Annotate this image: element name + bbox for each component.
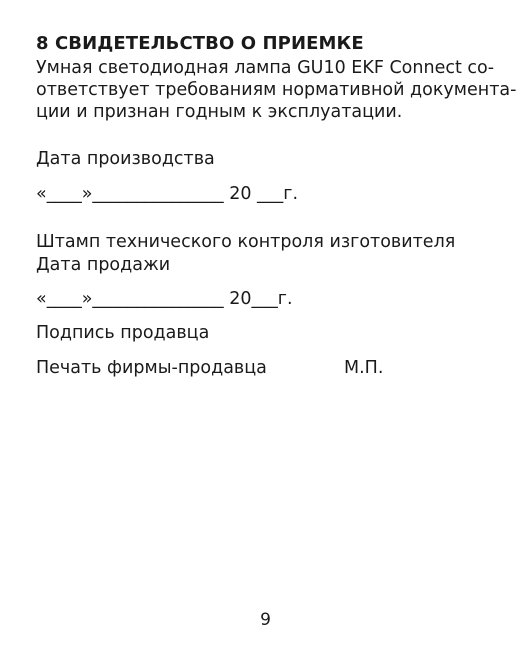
page-number: 9 (260, 610, 271, 630)
seller-seal-label: Печать фирмы-продавца (36, 358, 267, 378)
production-date-field: «____»_______________ 20 ___г. (36, 184, 299, 204)
sale-date-label: Дата продажи (36, 255, 171, 275)
sale-date-field: «____»_______________ 20___г. (36, 289, 293, 309)
paragraph-line-3: ции и признан годным к эксплуатации. (36, 102, 403, 122)
production-date-label: Дата производства (36, 149, 215, 169)
seal-place-label: М.П. (344, 358, 384, 378)
paragraph-line-2: ответствует требованиям нормативной документа- (36, 80, 517, 100)
stamp-label: Штамп технического контроля изготовителя (36, 232, 456, 252)
section-title: 8 СВИДЕТЕЛЬСТВО О ПРИЕМКЕ (36, 33, 364, 54)
seller-signature-label: Подпись продавца (36, 323, 210, 343)
paragraph-line-1: Умная светодиодная лампа GU10 EKF Connect со- (36, 58, 495, 78)
